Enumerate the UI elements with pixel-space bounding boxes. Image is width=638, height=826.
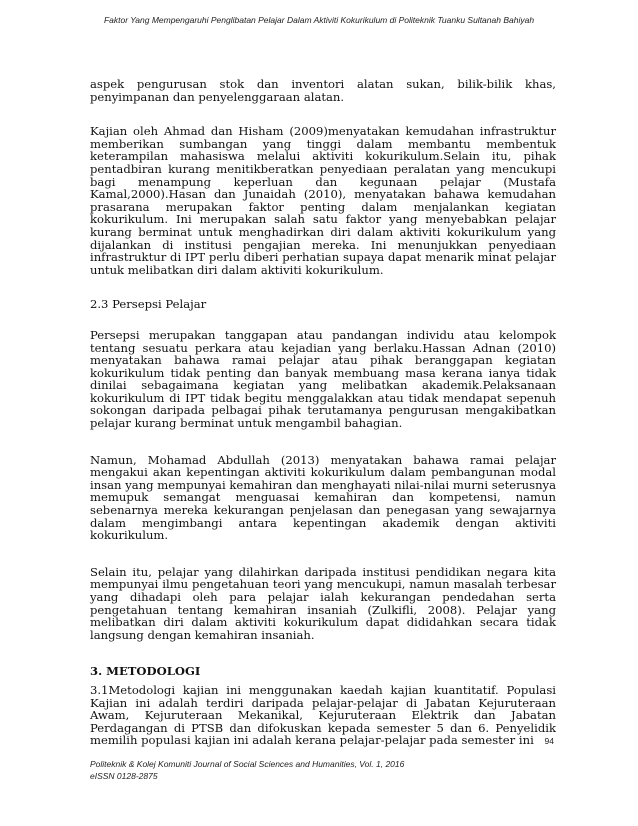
- page-number: 94: [544, 736, 554, 746]
- section-heading-3: 3. METODOLOGI: [90, 664, 201, 679]
- page-footer: [90, 758, 404, 782]
- paragraph-kemahiran-insaniah: Selain itu, pelajar yang dilahirkan daripada institusi pendidikan negara kita mempunyai ilmu pengetahuan teori yang mencukupi, namun masalah terbesar yang dihadapi oleh para pelajar ialah kekurangan pendedahan serta pengetahuan tentang kemahiran insaniah (Zulkifli, 2008). Pelajar yang melibatkan diri dalam aktiviti kokurikulum dapat dididahkan secara tidak langsung dengan kemahiran insaniah.: [90, 564, 556, 642]
- paragraph-mohamad-abdullah: Namun, Mohamad Abdullah (2013) menyatakan bahawa ramai pelajar mengakui akan kepentingan aktiviti kokurikulum dalam pembangunan modal insan yang mempunyai kemahiran dan menghayati nilai-nilai murni seterusnya memupuk semangat menguasai kemahiran dan kompetensi, namun sebenarnya mereka kekurangan penjelasan dan penegasan yang sewajarnya dalam mengimbangi antara kepentingan akademik dengan aktiviti kokurikulum.: [90, 452, 556, 543]
- paragraph-infrastructure-end: aspek pengurusan stok dan inventori alatan sukan, bilik-bilik khas, penyimpanan dan penyelenggaraan alatan.: [90, 77, 556, 104]
- paragraph-persepsi: Persepsi merupakan tanggapan atau pandangan individu atau kelompok tentang sesuatu perkara atau kejadian yang berlaku.Hassan Adnan (2010) menyatakan bahawa ramai pelajar atau pihak beranggapan kegiatan kokurikulum tidak penting dan banyak membuang masa kerana ianya tidak dinilai sebagaimana kegiatan yang melibatkan akademik.Pelaksanaan kokurikulum di IPT tidak begitu menggalakkan atau tidak mendapat sepenuh sokongan daripada pelbagai pihak terutamanya pengurusan mengakibatkan pelajar kurang berminat untuk mengambil bahagian.: [90, 327, 556, 431]
- paragraph-metodologi: 3.1Metodologi kajian ini menggunakan kaedah kajian kuantitatif. Populasi Kajian ini adalah terdiri daripada pelajar-pelajar di Jabatan Kejuruteraan Awam, Kejuruteraan Mekanikal, Kejuruteraan Elektrik dan Jabatan Perdagangan di PTSB dan difokuskan kepada semester 5 dan 6. Penyelidik memilih populasi kajian ini adalah kerana pelajar-pelajar pada semester ini: [90, 682, 556, 748]
- document-body: [90, 78, 556, 747]
- paragraph-ahmad-hisham: Kajian oleh Ahmad dan Hisham (2009)menyatakan kemudahan infrastruktur memberikan sumbangan yang tinggi dalam membantu membentuk keterampilan mahasiswa melalui aktiviti kokurikulum.Selain itu, pihak pentadbiran kurang menitikberatkan penyediaan peralatan yang mencukupi bagi menampung keperluan dan kegunaan pelajar (Mustafa Kamal,2000).Hasan dan Junaidah (2010), menyatakan bahawa kemudahan prasarana merupakan faktor penting dalam menjalankan kegiatan kokurikulum. Ini merupakan salah satu faktor yang menyebabkan pelajar kurang berminat untuk menghadirkan diri dalam aktiviti kokurikulum yang dijalankan di institusi pengajian mereka. Ini menunjukkan penyediaan infrastruktur di IPT perlu diberi perhatian supaya dapat menarik minat pelajar untuk melibatkan diri dalam aktiviti kokurikulum.: [90, 124, 556, 277]
- running-header: Faktor Yang Mempengaruhi Penglibatan Pelajar Dalam Aktiviti Kokurikulum di Politeknik Tuanku Sultanah Bahiyah: [103, 15, 535, 25]
- section-heading-2-3: 2.3 Persepsi Pelajar: [90, 297, 207, 312]
- footer-issn: eISSN 0128-2875: [90, 771, 158, 781]
- footer-journal: Politeknik & Kolej Komuniti Journal of Social Sciences and Humanities, Vol. 1, 2016: [90, 759, 405, 769]
